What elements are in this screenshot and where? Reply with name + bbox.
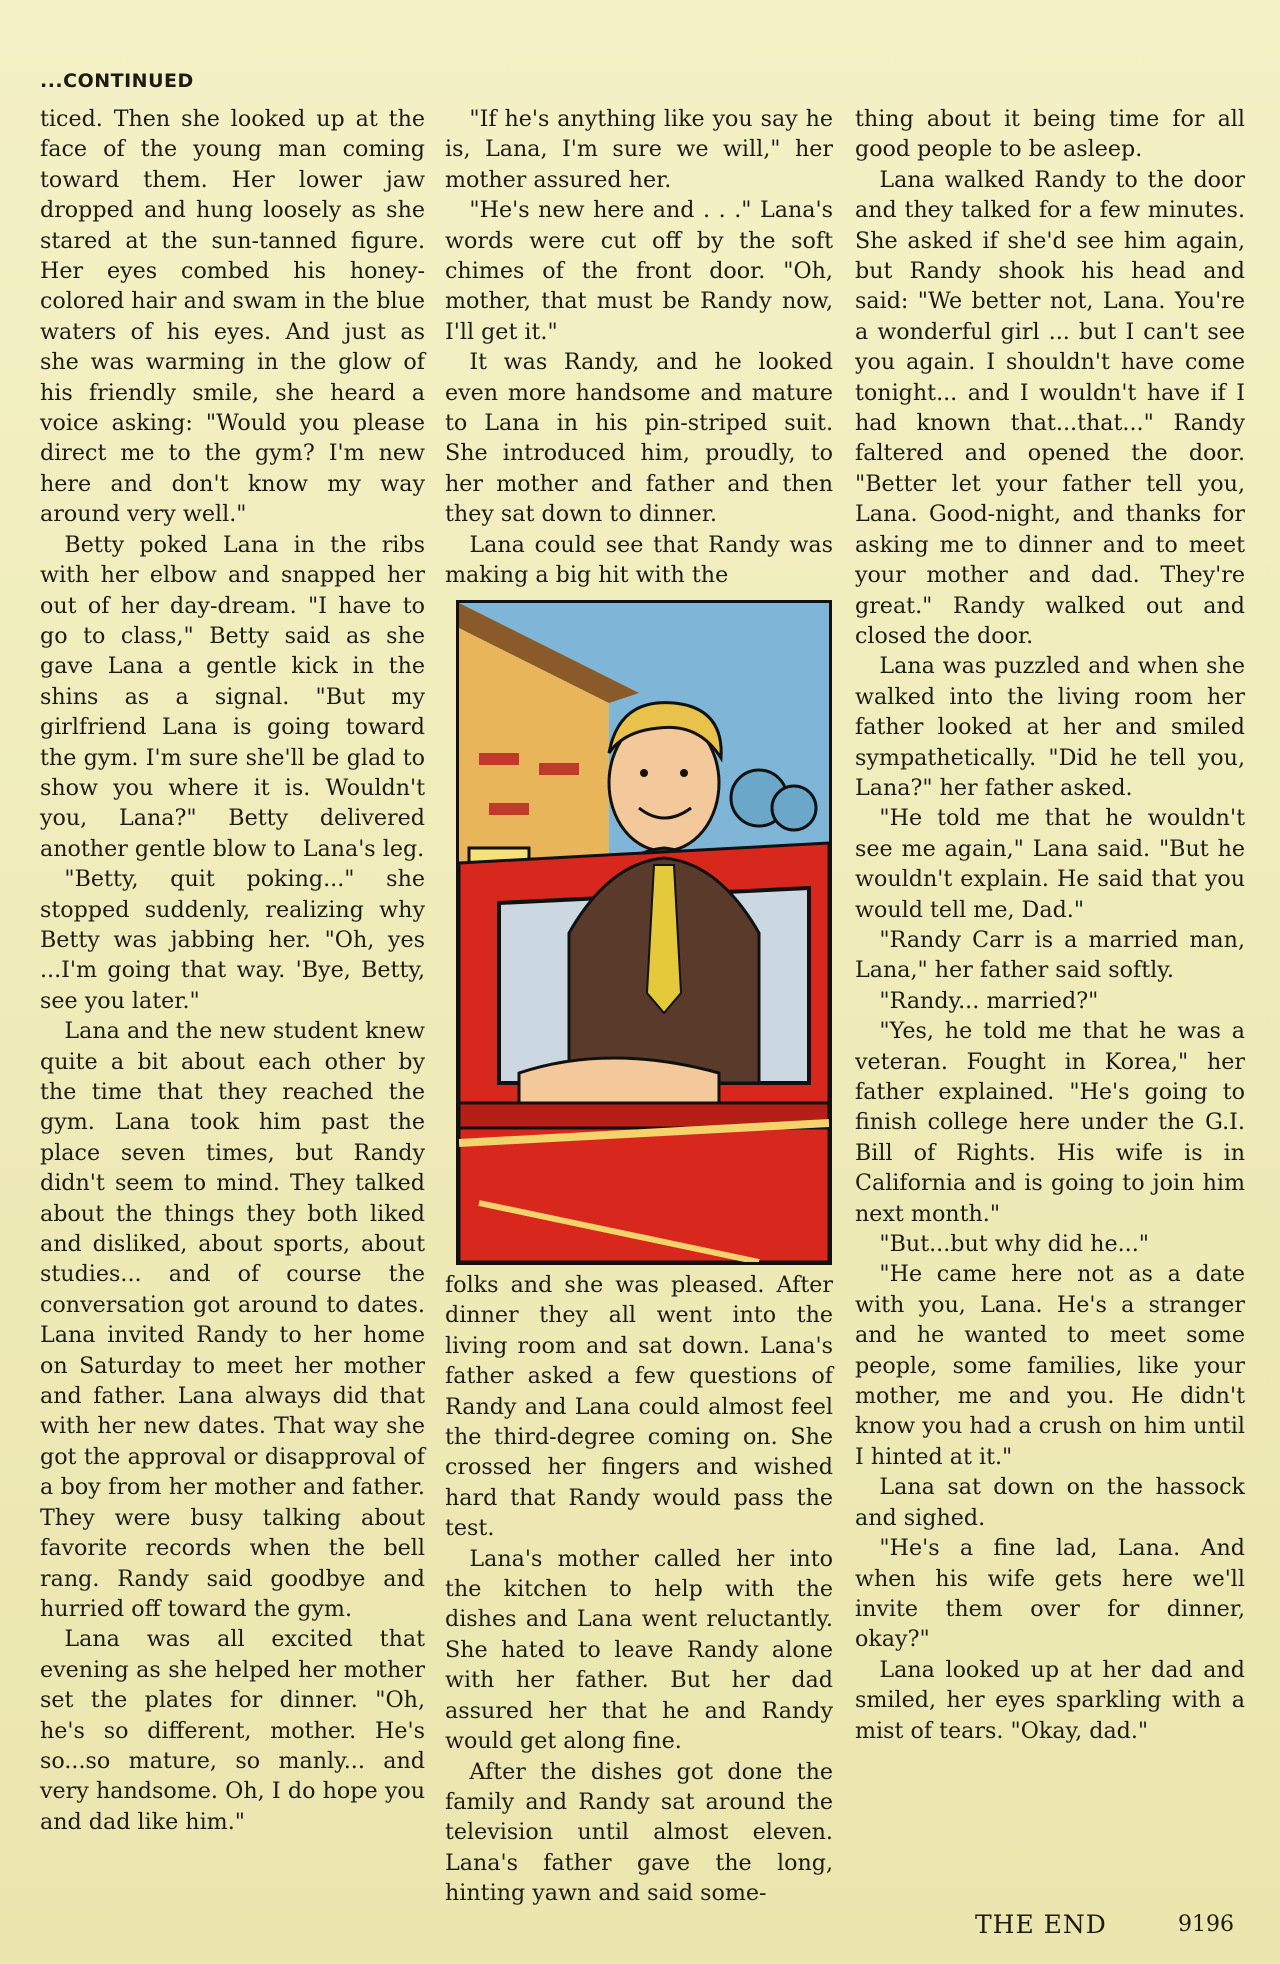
paragraph: Lana could see that Randy was making a big hit with the <box>445 531 833 589</box>
paragraph: Lana sat down on the hassock and sighed. <box>855 1474 1245 1531</box>
paragraph: "He's new here and . . ." Lana's words were cut off by the soft chimes of the front door. "Oh, mother, that must be Randy now, I'll get it." <box>445 197 833 345</box>
continued-label: ...CONTINUED <box>40 70 194 92</box>
paragraph: thing about it being time for all good people to be asleep. <box>855 106 1245 163</box>
paragraph: Lana was puzzled and when she walked into the living room her father looked at her and smiled sympathetically. "Did he tell you, Lana?" her father asked. <box>855 653 1245 801</box>
paragraph: It was Randy, and he looked even more handsome and mature to Lana in his pin-striped suit. She introduced him, proudly, to her mother and father and then they sat down to dinner. <box>445 349 833 528</box>
page-code: 9196 <box>1178 1912 1234 1937</box>
text-column-2 <box>445 104 833 591</box>
paragraph: Betty poked Lana in the ribs with her elbow and snapped her out of her day-dream. "I have to go to class," Betty said as she gave Lana a gentle kick in the shins as a signal. "But my girlfriend Lana is going toward the gym. I'm sure she'll be glad to show you where it is. Wouldn't you, Lana?" Betty delivered another gentle blow to Lana's leg. <box>40 531 425 862</box>
paragraph: "But...but why did he..." <box>879 1231 1149 1258</box>
paragraph: Lana walked Randy to the door and they talked for a few minutes. She asked if she'd see him again, but Randy shook his head and said: "We better not, Lana. You're a wonderful girl ... but I can't see you again. I shouldn't have come tonight... and I wouldn't have if I had known that...that..." Randy faltered and opened the door. "Better let your father tell you, Lana. Good-night, and thanks for asking me to dinner and to meet your mother and dad. They're great." Randy walked out and closed the door. <box>855 166 1245 649</box>
paragraph: "Randy Carr is a married man, Lana," her father said softly. <box>855 926 1245 984</box>
paragraph: Lana looked up at her dad and smiled, her eyes sparkling with a mist of tears. "Okay, dad." <box>855 1656 1245 1744</box>
text-column-2-bottom <box>445 1270 833 1909</box>
paragraph: "He came here not as a date with you, Lana. He's a stranger and he wanted to meet some people, some families, like your mother, me and you. He didn't know you had a crush on him until I hinted at it." <box>855 1261 1245 1470</box>
paragraph: "Yes, he told me that he was a veteran. Fought in Korea," her father explained. "He's going to finish college here under the G.I. Bill of Rights. His wife is in California and is going to join him next month." <box>855 1018 1245 1227</box>
paragraph: "Randy... married?" <box>879 987 1099 1014</box>
paragraph: Lana and the new student knew quite a bit about each other by the time that they reached the gym. Lana took him past the place seven times, but Randy didn't seem to mind. They talked about the things they both liked and disliked, about sports, about studies... and of course the conversation got around to dates. Lana invited Randy to her home on Saturday to meet her mother and father. Lana always did that with her new dates. That way she got the approval or disapproval of a boy from her mother and father. They were busy talking about favorite records when the bell rang. Randy said goodbye and hurried off toward the gym. <box>40 1018 425 1622</box>
text-column-1 <box>40 104 425 1837</box>
paragraph: folks and she was pleased. After dinner they all went into the living room and sat down. Lana's father asked a few questions of Randy and Lana could almost feel the third-degree coming on. She crossed her fingers and wished hard that Randy would pass the test. <box>445 1272 833 1542</box>
paragraph: Lana was all excited that evening as she helped her mother set the plates for dinner. "Oh, he's so different, mother. He's so...so mature, so manly... and very handsome. Oh, I do hope you and dad like him." <box>40 1626 425 1835</box>
paragraph: "If he's anything like you say he is, Lana, I'm sure we will," her mother assured her. <box>445 106 833 193</box>
text-column-3 <box>855 104 1245 1746</box>
paragraph: ticed. Then she looked up at the face of the young man coming toward them. Her lower jaw dropped and hung loosely as she stared at the sun-tanned figure. Her eyes combed his honey-colored hair and swam in the blue waters of his eyes. And just as she was warming in the glow of his friendly smile, she heard a voice asking: "Would you please direct me to the gym? I'm new here and don't know my way around very well." <box>40 106 425 528</box>
paragraph: Lana's mother called her into the kitchen to help with the dishes and Lana went reluctantly. She hated to leave Randy alone with her father. But her dad assured her that he and Randy would get along fine. <box>445 1545 833 1755</box>
comic-panel-illustration <box>456 600 832 1265</box>
paragraph: After the dishes got done the family and Randy sat around the television until almost eleven. Lana's father gave the long, hinting yawn and said some- <box>445 1758 833 1907</box>
illustration-svg <box>459 603 829 1262</box>
paragraph: "He's a fine lad, Lana. And when his wife gets here we'll invite them over for dinner, okay?" <box>855 1535 1245 1653</box>
paragraph: "Betty, quit poking..." she stopped suddenly, realizing why Betty was jabbing her. "Oh, yes ...I'm going that way. 'Bye, Betty, see you later." <box>40 866 425 1014</box>
paragraph: "He told me that he wouldn't see me again," Lana said. "But he wouldn't explain. He said that you would tell me, Dad." <box>855 805 1245 923</box>
the-end-label: THE END <box>975 1910 1107 1939</box>
